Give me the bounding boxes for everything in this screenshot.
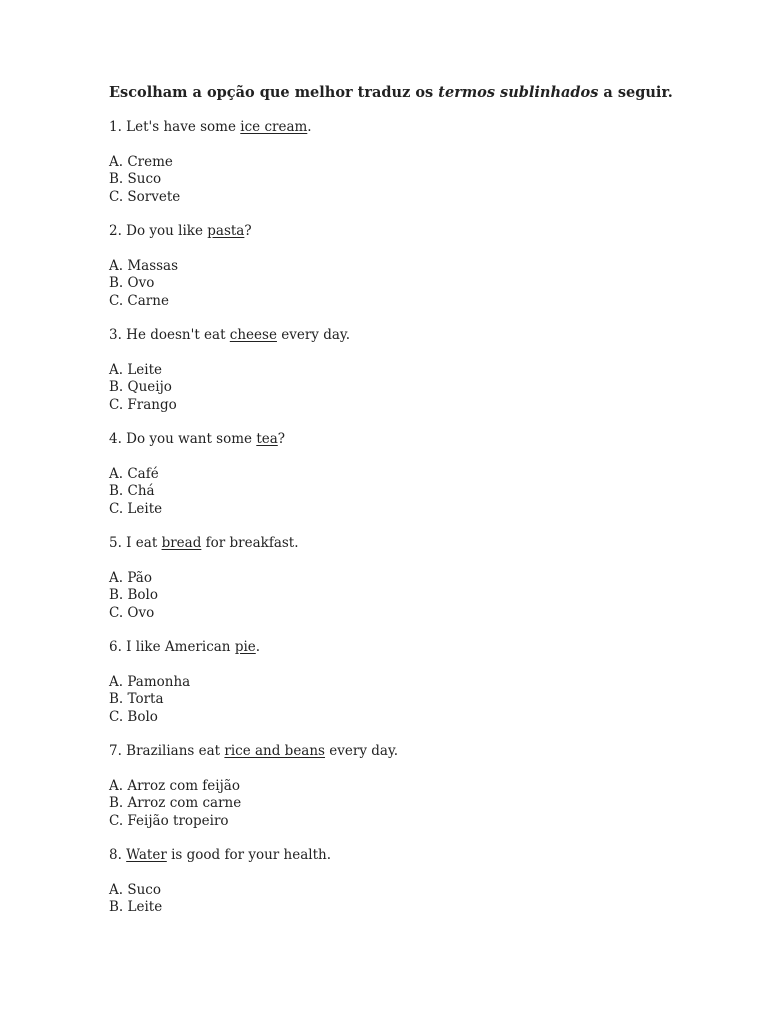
stem-text: 7. Brazilians eat — [109, 743, 225, 759]
stem-text: 6. I like American — [109, 639, 235, 655]
stem-text: 8. — [109, 847, 127, 863]
question-2 — [109, 223, 729, 310]
option-c: C. Ovo — [109, 604, 155, 621]
stem-text: 5. I eat — [109, 535, 162, 551]
option-b: B. Queijo — [109, 379, 172, 395]
option-c: C. Frango — [109, 396, 177, 413]
underlined-term: pie — [234, 639, 256, 655]
instruction-text-after: a seguir. — [598, 84, 673, 101]
stem-text: . — [255, 639, 261, 655]
stem-text: ? — [244, 223, 252, 239]
stem-text: for breakfast. — [201, 535, 299, 551]
underlined-term: ice cream — [240, 119, 308, 135]
question-4 — [109, 431, 729, 518]
question-8 — [109, 847, 729, 917]
option-c: C. Feijão tropeiro — [109, 812, 229, 829]
option-b: B. Ovo — [109, 275, 155, 291]
stem-text: is good for your health. — [166, 847, 331, 863]
option-a: A. Café — [109, 465, 159, 482]
question-stem — [109, 639, 729, 657]
stem-text: 3. He doesn't eat — [109, 327, 230, 343]
question-stem — [109, 535, 729, 553]
document-page — [109, 84, 729, 934]
question-5 — [109, 535, 729, 622]
stem-text: ? — [277, 431, 286, 447]
option-b: B. Chá — [109, 483, 155, 499]
stem-text: . — [307, 119, 312, 135]
question-3 — [109, 327, 729, 414]
question-stem — [109, 743, 729, 761]
underlined-term: Water — [126, 847, 167, 863]
instruction-emphasis: termos sublinhados — [438, 84, 599, 101]
question-6 — [109, 639, 729, 726]
stem-text: 2. Do you like — [109, 223, 208, 239]
option-c: C. Sorvete — [109, 188, 181, 205]
option-a: A. Pão — [109, 569, 152, 586]
option-a: A. Arroz com feijão — [109, 777, 240, 794]
option-c: C. Carne — [109, 292, 169, 309]
instruction-text-before: Escolham a opção que melhor traduz os — [109, 84, 439, 101]
option-b: B. Arroz com carne — [109, 795, 242, 811]
stem-text: every day. — [276, 327, 351, 343]
option-b: B. Torta — [109, 691, 164, 707]
question-stem — [109, 327, 729, 345]
option-c: C. Leite — [109, 500, 163, 517]
option-b: B. Leite — [109, 899, 163, 915]
question-stem — [109, 223, 729, 241]
stem-text: 1. Let's have some — [109, 119, 241, 135]
option-c: C. Bolo — [109, 708, 158, 725]
question-stem — [109, 847, 729, 865]
option-b: B. Suco — [109, 171, 162, 187]
question-1 — [109, 119, 729, 206]
option-b: B. Bolo — [109, 587, 158, 603]
stem-text: 4. Do you want some — [109, 431, 257, 447]
option-a: A. Suco — [109, 881, 161, 898]
option-a: A. Pamonha — [109, 673, 191, 690]
option-a: A. Massas — [109, 257, 179, 274]
underlined-term: pasta — [207, 223, 245, 239]
question-7 — [109, 743, 729, 830]
underlined-term: cheese — [229, 327, 277, 343]
underlined-term: tea — [256, 431, 278, 447]
question-stem — [109, 431, 729, 449]
instruction-heading — [109, 84, 729, 102]
underlined-term: bread — [161, 535, 202, 551]
option-a: A. Leite — [109, 361, 163, 378]
option-a: A. Creme — [109, 153, 173, 170]
question-stem — [109, 119, 729, 137]
stem-text: every day. — [324, 743, 399, 759]
underlined-term: rice and beans — [224, 743, 325, 759]
